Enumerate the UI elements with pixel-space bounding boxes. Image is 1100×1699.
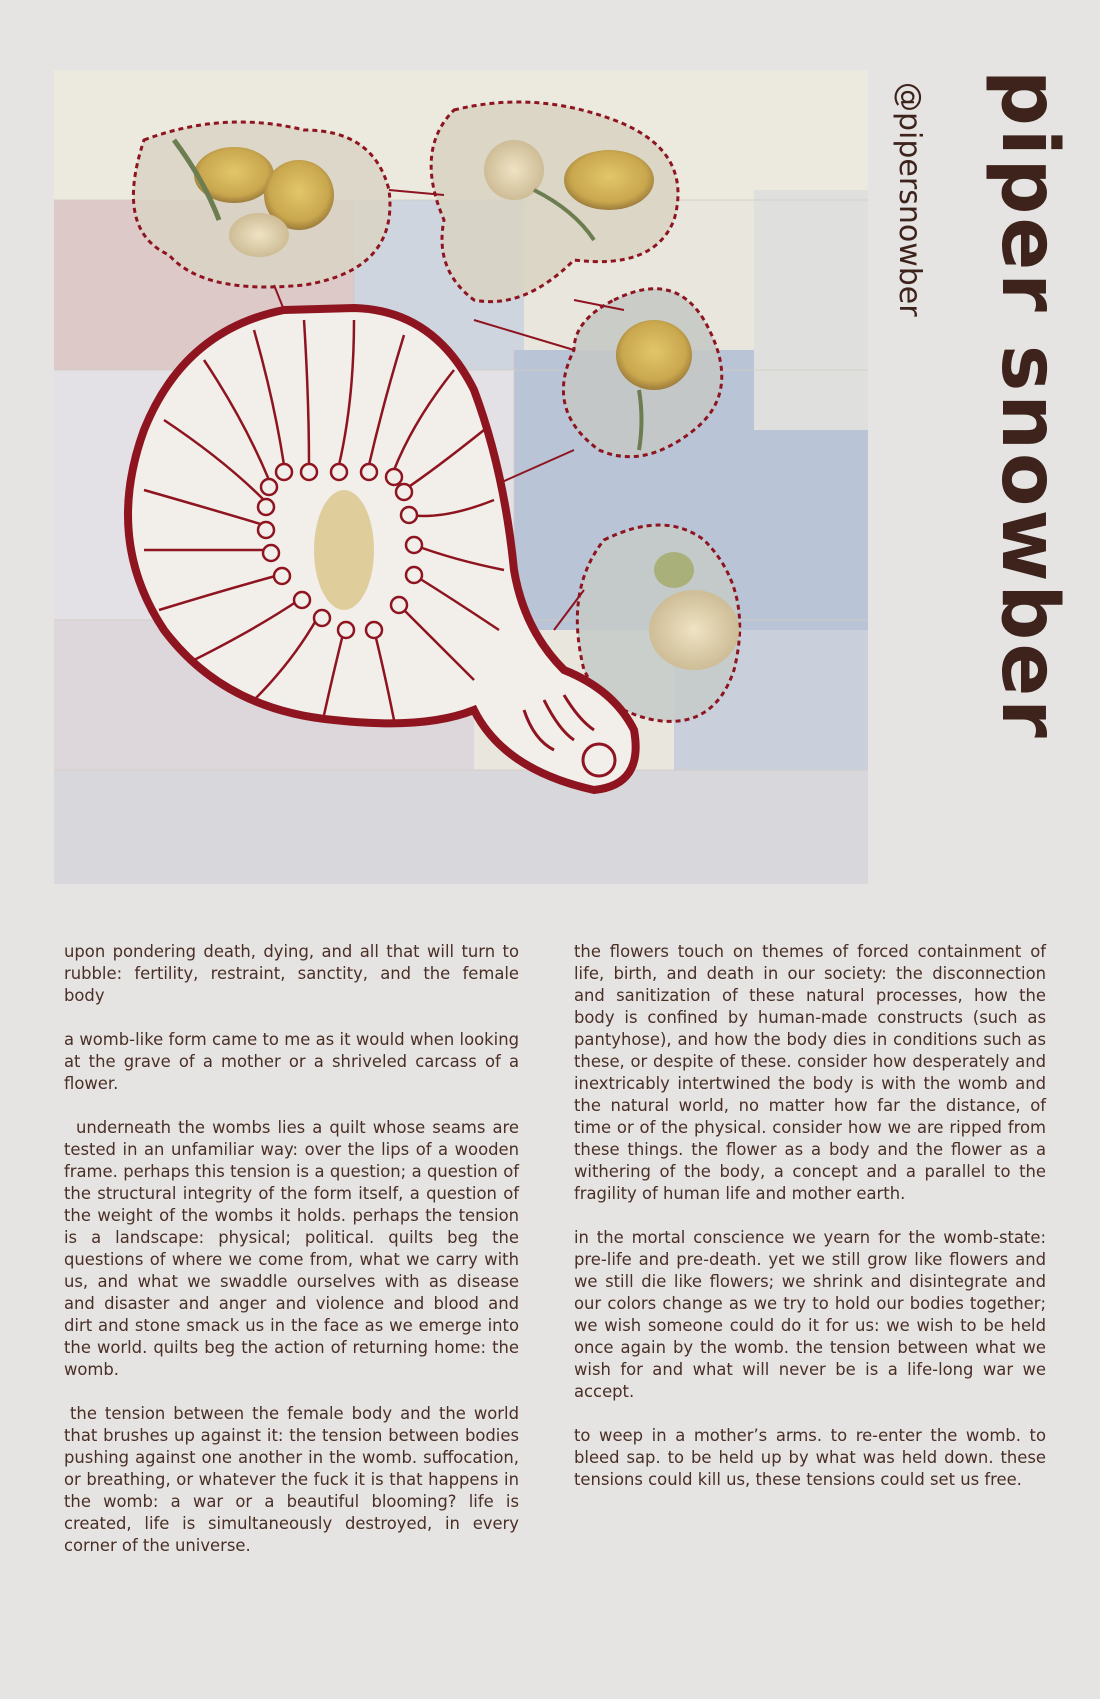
artwork-image (54, 70, 868, 884)
statement-paragraph: to weep in a mother’s arms. to re-enter the womb. to bleed sap. to be held up by what was held down. these tensions could kill us, these tensions could set us free. (574, 1426, 1046, 1489)
artist-handle-block (880, 70, 930, 390)
statement-paragraph: the tension between the female body and the world that brushes up against it: the tension between bodies pushing against one another in the womb. suffocation, or breathing, or whatever the fuck it is that happens in the womb: a war or a beautiful blooming? life is created, life is simultaneously destroyed, in every corner of the universe. (64, 1404, 519, 1555)
statement-paragraph: in the mortal conscience we yearn for the womb-state: pre-life and pre-death. yet we still grow like flowers and we still die like flowers; we shrink and disintegrate and our colors change as we try to hold our bodies together; we wish someone could do it for us: we wish to be held once again by the womb. the tension between what we wish for and what will never be is a life-long war we accept. (574, 1228, 1046, 1401)
artist-handle[interactable]: @pipersnowber (892, 82, 927, 317)
artist-name-block (948, 70, 1074, 890)
statement-right-column (574, 941, 1046, 1513)
statement-paragraph: a womb-like form came to me as it would when looking at the grave of a mother or a shriveled carcass of a flower. (64, 1030, 519, 1093)
artist-name: piper snowber (984, 70, 1074, 741)
statement-paragraph: upon pondering death, dying, and all that will turn to rubble: fertility, restraint, sanctity, and the female body (64, 942, 519, 1005)
statement-paragraph: underneath the wombs lies a quilt whose seams are tested in an unfamiliar way: over the lips of a wooden frame. perhaps this tension is a question; a question of the structural integrity of the form itself, a question of the weight of the wombs it holds. perhaps the tension is a landscape: physical; political. quilts beg the questions of where we come from, what we carry with us, and what we swaddle ourselves with as disease and disaster and anger and violence and blood and dirt and stone smack us in the face as we emerge into the world. quilts beg the action of returning home: the womb. (64, 1118, 519, 1379)
statement-left-column (64, 941, 519, 1579)
quilt-womb-artwork-icon (54, 70, 868, 884)
statement-paragraph: the flowers touch on themes of forced containment of life, birth, and death in our society: the disconnection and sanitization of these natural processes, how the body is confined by human-made constructs (such as pantyhose), and how the body dies in conditions such as these, or despite of these. consider how desperately and inextricably intertwined the body is with the womb and the natural world, no matter how far the distance, of time or of the physical. consider how we are ripped from these things. the flower as a body and the flower as a withering of the body, a concept and a parallel to the fragility of human life and mother earth. (574, 942, 1046, 1203)
